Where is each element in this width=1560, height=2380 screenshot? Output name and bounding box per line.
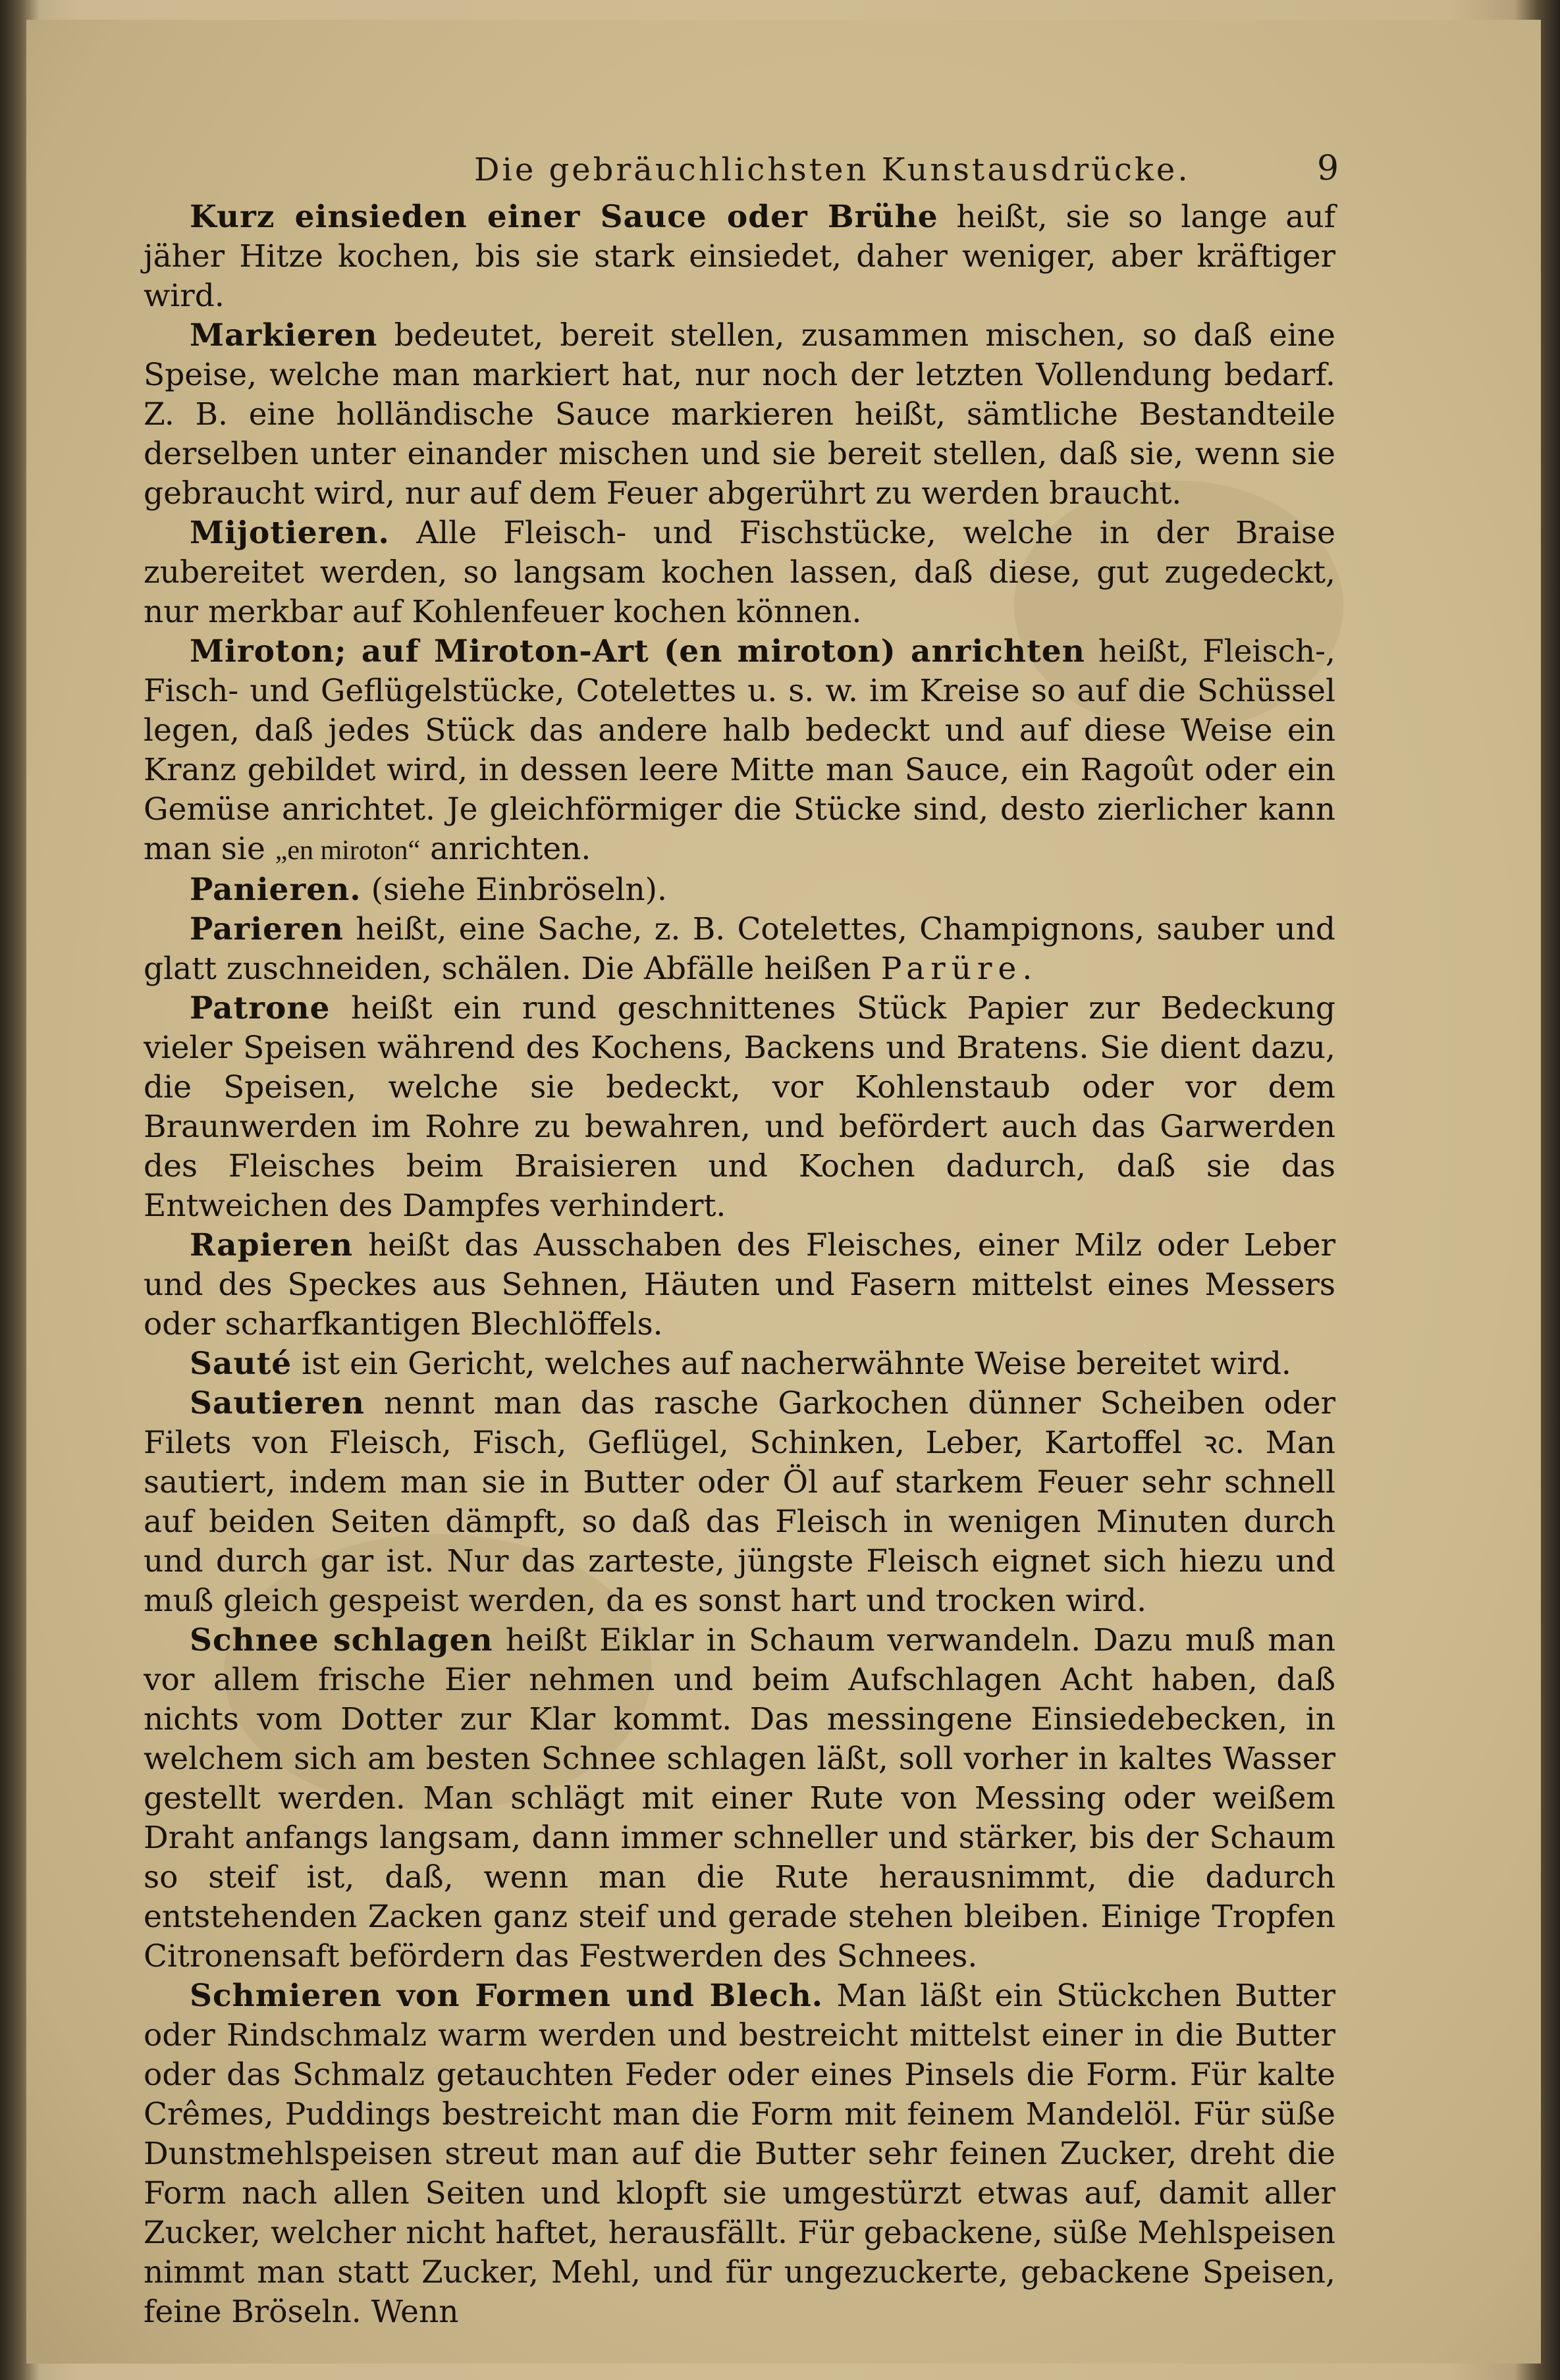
entry-mijotieren [144,514,1335,632]
entry-panieren [144,870,1335,910]
entry-saute [144,1344,1335,1384]
page-header [0,137,1560,190]
entry-text: nennt man das rasche Garkochen dünner Scheiben oder Filets von Fleisch, Fisch, Geflügel, Schinken, Leber, Kartoffel ꝛc. Man sautiert, indem man sie in Butter oder Öl auf starkem Feuer sehr schnell auf beiden Seiten dämpft, so daß das Fleisch in wenigen Minuten durch und durch gar ist. Nur das zarteste, jüngste Fleisch eignet sich hiezu und muß gleich gespeist werden, da es sonst hart und trocken wird. [144,1385,1335,1619]
entry-text: bedeutet, bereit stellen, zusammen mischen, so daß eine Speise, welche man markiert hat, nur noch der letzten Vollendung bedarf. Z. B. eine holländische Sauce markieren heißt, sämtliche Bestandteile derselben unter einander mischen und sie bereit stellen, daß sie, wenn sie gebraucht wird, nur auf dem Feuer abgerührt zu werden braucht. [144,317,1335,512]
entry-spaced-word: Parüre [880,951,1023,987]
entry-term: Sautieren [190,1385,365,1421]
entry-text: Alle Fleisch- und Fischstücke, welche in der Braise zubereitet werden, so langsam kochen lassen, daß diese, gut zugedeckt, nur merkbar auf Kohlenfeuer kochen können. [144,515,1335,630]
entry-parieren [144,910,1335,989]
page-number: 9 [1317,149,1339,188]
entry-schnee-schlagen [144,1621,1335,1976]
entry-text: heißt, eine Sache, z. B. Cotelettes, Champignons, sauber und glatt zuschneiden, schälen. Die Abfälle heißen [144,911,1335,987]
entry-term: Patrone [190,990,331,1026]
entry-term: Panieren. [190,872,362,908]
entry-kurz-einsieden [144,198,1335,316]
entry-term: Schmieren von Formen und Blech. [190,1978,824,2014]
entry-text: heißt, sie so lange auf jäher Hitze kochen, bis sie stark einsiedet, daher weniger, aber kräftiger wird. [144,199,1335,314]
entry-text: heißt das Ausschaben des Fleisches, einer Milz oder Leber und des Speckes aus Sehnen, Häuten und Fasern mittelst eines Messers oder scharfkantigen Blechlöffels. [144,1227,1335,1342]
entry-term: Markieren [190,317,378,354]
entry-text: Man läßt ein Stückchen Butter oder Rindschmalz warm werden und bestreicht mittelst einer in die Butter oder das Schmalz getauchten Feder oder eines Pinsels die Form. Für kalte Crêmes, Puddings bestreicht man die Form mit feinem Mandelöl. Für süße Dunstmehlspeisen streut man auf die Butter sehr feinen Zucker, dreht die Form nach allen Seiten und klopft sie umgestürzt etwas auf, damit aller Zucker, welcher nicht haftet, herausfällt. Für gebackene, süße Mehlspeisen nimmt man statt Zucker, Mehl, und für ungezuckerte, gebackene Speisen, feine Bröseln. Wenn [144,1978,1336,2330]
entry-text: ist ein Gericht, welches auf nacherwähnte Weise bereitet wird. [292,1346,1291,1382]
glossary-body [144,198,1335,2332]
entry-term: Parieren [190,911,344,947]
entry-term: Kurz einsieden einer Sauce oder Brühe [190,199,938,235]
entry-miroton [144,632,1335,870]
entry-patrone [144,989,1335,1226]
entry-rapieren [144,1226,1335,1344]
entry-text: (siehe Einbröseln). [361,872,667,908]
entry-schmieren [144,1976,1335,2332]
entry-term: Schnee schlagen [190,1622,493,1658]
entry-text: heißt ein rund geschnittenes Stück Papier zur Bedeckung vieler Speisen während des Kochens, Backens und Bratens. Sie dient dazu, die Speisen, welche sie bedeckt, vor Kohlenstaub oder vor dem Braunwerden im Rohre zu bewahren, und befördert auch das Garwerden des Fleisches beim Braisieren und Kochen dadurch, daß sie das Entweichen des Dampfes verhindert. [144,990,1335,1224]
entry-term: Miroton; auf Miroton-Art (en miroton) anrichten [190,633,1085,670]
entry-text: heißt Eiklar in Schaum verwandeln. Dazu muß man vor allem frische Eier nehmen und beim Aufschlagen Acht haben, daß nichts vom Dotter zur Klar kommt. Das messingene Einsiedebecken, in welchem sich am besten Schnee schlagen läßt, soll vorher in kaltes Wasser gestellt werden. Man schlägt mit einer Rute von Messing oder weißem Draht anfangs langsam, dann immer schneller und stärker, bis der Schaum so steif ist, daß, wenn man die Rute herausnimmt, die dadurch entstehenden Zacken ganz steif und gerade stehen bleiben. Einige Tropfen Citronensaft befördern das Festwerden des Schnees. [144,1622,1335,1974]
entry-term: Sauté [190,1346,292,1382]
entry-markieren [144,316,1335,514]
entry-text: anrichten. [420,831,591,867]
entry-term: Mijotieren. [190,515,390,551]
entry-sautieren [144,1384,1335,1621]
entry-term: Rapieren [190,1227,354,1263]
entry-text: . [1022,951,1033,987]
running-head: Die gebräuchlichsten Kunstausdrücke. [474,151,1191,188]
entry-text: heißt, Fleisch-, Fisch- und Geflügelstücke, Cotelettes u. s. w. im Kreise so auf die Schüssel legen, daß jedes Stück das andere halb bedeckt und auf diese Weise ein Kranz gebildet wird, in dessen leere Mitte man Sauce, ein Ragoût oder ein Gemüse anrichtet. Je gleichförmiger die Stücke sind, desto zierlicher kann man sie [144,633,1335,867]
entry-foreign-phrase: „en miroton“ [275,835,421,866]
